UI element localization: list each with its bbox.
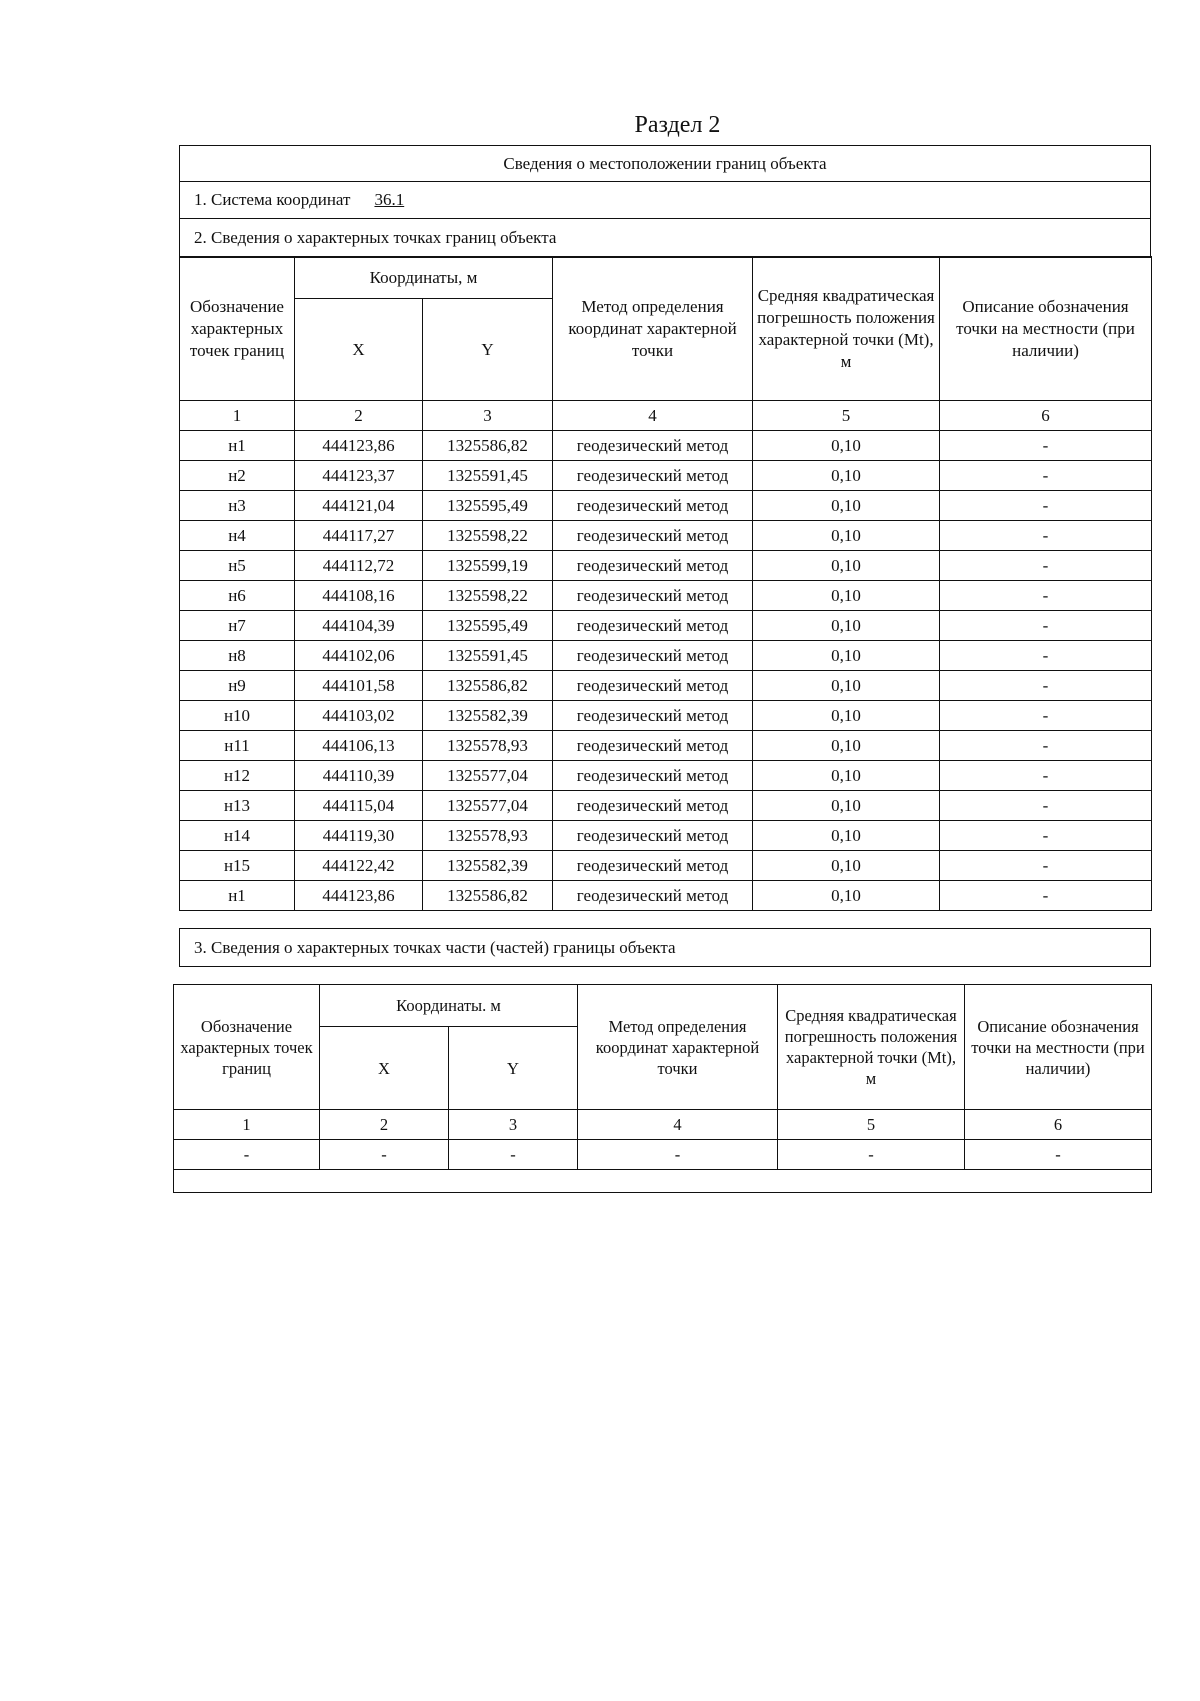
column-number: 1: [174, 1110, 320, 1140]
points-title-row: [180, 219, 1150, 256]
coord-y: 1325586,82: [423, 671, 553, 701]
table-row: [180, 821, 1152, 851]
parts-title-row: [179, 928, 1151, 967]
column-numbers-row-2: [174, 1110, 1152, 1140]
description: -: [940, 521, 1152, 551]
section-title: Раздел 2: [634, 112, 721, 138]
table-row: [180, 761, 1152, 791]
description: -: [940, 791, 1152, 821]
column-number: 3: [423, 401, 553, 431]
header-x: X: [295, 299, 423, 401]
column-number: 5: [778, 1110, 965, 1140]
method: геодезический метод: [553, 701, 753, 731]
description: -: [940, 491, 1152, 521]
description: -: [940, 761, 1152, 791]
header2-y: Y: [449, 1027, 578, 1110]
coord-x: -: [320, 1140, 449, 1170]
points-table: [179, 256, 1152, 911]
coord-x: 444108,16: [295, 581, 423, 611]
mt-error: 0,10: [753, 761, 940, 791]
header-y: Y: [423, 299, 553, 401]
point-id: н8: [180, 641, 295, 671]
point-id: н9: [180, 671, 295, 701]
point-id: н6: [180, 581, 295, 611]
point-id: н7: [180, 611, 295, 641]
header-designation: Обозначение характерных точек границ: [180, 257, 295, 401]
point-id: н15: [180, 851, 295, 881]
table-row: [180, 431, 1152, 461]
point-id: н3: [180, 491, 295, 521]
method: геодезический метод: [553, 881, 753, 911]
method: геодезический метод: [553, 761, 753, 791]
table-row: [180, 551, 1152, 581]
mt-error: 0,10: [753, 431, 940, 461]
mt-error: 0,10: [753, 641, 940, 671]
table-row: [180, 611, 1152, 641]
coord-x: 444117,27: [295, 521, 423, 551]
header2-error: Средняя квадратическая погрешность положения характерной точки (Mt), м: [778, 985, 965, 1110]
point-id: н12: [180, 761, 295, 791]
header2-coords: Координаты. м: [320, 985, 578, 1027]
table-row: [180, 881, 1152, 911]
coord-x: 444106,13: [295, 731, 423, 761]
coord-x: 444123,86: [295, 881, 423, 911]
header2-designation: Обозначение характерных точек границ: [174, 985, 320, 1110]
empty-cell: [174, 1170, 1152, 1193]
description: -: [965, 1140, 1152, 1170]
mt-error: 0,10: [753, 581, 940, 611]
description: -: [940, 881, 1152, 911]
method: геодезический метод: [553, 791, 753, 821]
table-row: [180, 671, 1152, 701]
coord-y: -: [449, 1140, 578, 1170]
point-id: н1: [180, 881, 295, 911]
header-frame: [179, 145, 1151, 258]
mt-error: 0,10: [753, 731, 940, 761]
points-title: 2. Сведения о характерных точках границ объекта: [194, 227, 557, 247]
description: -: [940, 731, 1152, 761]
method: геодезический метод: [553, 551, 753, 581]
mt-error: 0,10: [753, 671, 940, 701]
header2-x: X: [320, 1027, 449, 1110]
coord-x: 444123,37: [295, 461, 423, 491]
table-row: [180, 731, 1152, 761]
point-id: н11: [180, 731, 295, 761]
coord-y: 1325598,22: [423, 581, 553, 611]
point-id: н10: [180, 701, 295, 731]
column-number: 4: [578, 1110, 778, 1140]
coord-y: 1325577,04: [423, 761, 553, 791]
mt-error: 0,10: [753, 491, 940, 521]
mt-error: 0,10: [753, 521, 940, 551]
description: -: [940, 641, 1152, 671]
mt-error: 0,10: [753, 701, 940, 731]
table-row: [180, 791, 1152, 821]
description: -: [940, 821, 1152, 851]
column-number: 3: [449, 1110, 578, 1140]
coord-x: 444112,72: [295, 551, 423, 581]
column-number: 6: [965, 1110, 1152, 1140]
coord-x: 444103,02: [295, 701, 423, 731]
coord-y: 1325591,45: [423, 641, 553, 671]
description: -: [940, 551, 1152, 581]
table-row: [174, 1140, 1152, 1170]
coord-y: 1325586,82: [423, 881, 553, 911]
column-number: 4: [553, 401, 753, 431]
block-title-text: Сведения о местоположении границ объекта: [503, 153, 827, 173]
coord-system-value: 36.1: [374, 190, 405, 209]
coord-y: 1325595,49: [423, 611, 553, 641]
mt-error: 0,10: [753, 851, 940, 881]
method: геодезический метод: [553, 491, 753, 521]
description: -: [940, 581, 1152, 611]
header-description: Описание обозначения точки на местности (при наличии): [940, 257, 1152, 401]
column-number: 6: [940, 401, 1152, 431]
coord-x: 444101,58: [295, 671, 423, 701]
method: геодезический метод: [553, 731, 753, 761]
mt-error: 0,10: [753, 461, 940, 491]
table-row: [180, 461, 1152, 491]
coord-x: 444115,04: [295, 791, 423, 821]
header-method: Метод определения координат характерной точки: [553, 257, 753, 401]
parts-table: [173, 984, 1152, 1193]
point-id: н14: [180, 821, 295, 851]
method: геодезический метод: [553, 521, 753, 551]
coord-x: 444104,39: [295, 611, 423, 641]
coord-x: 444110,39: [295, 761, 423, 791]
header2-method: Метод определения координат характерной точки: [578, 985, 778, 1110]
column-number: 2: [295, 401, 423, 431]
point-id: н4: [180, 521, 295, 551]
method: геодезический метод: [553, 581, 753, 611]
coord-y: 1325599,19: [423, 551, 553, 581]
table-row: [180, 521, 1152, 551]
point-id: н5: [180, 551, 295, 581]
coord-system-label: 1. Система координат: [194, 190, 351, 209]
table-row: [180, 641, 1152, 671]
coord-y: 1325591,45: [423, 461, 553, 491]
coord-y: 1325582,39: [423, 851, 553, 881]
coord-y: 1325595,49: [423, 491, 553, 521]
table-row: [180, 581, 1152, 611]
method: геодезический метод: [553, 821, 753, 851]
coord-system-row: [180, 182, 1150, 219]
table-row: [180, 491, 1152, 521]
coord-y: 1325586,82: [423, 431, 553, 461]
description: -: [940, 851, 1152, 881]
description: -: [940, 431, 1152, 461]
point-id: н2: [180, 461, 295, 491]
coord-y: 1325578,93: [423, 821, 553, 851]
coord-x: 444122,42: [295, 851, 423, 881]
parts-title: 3. Сведения о характерных точках части (частей) границы объекта: [194, 937, 676, 957]
coord-x: 444123,86: [295, 431, 423, 461]
method: геодезический метод: [553, 461, 753, 491]
header2-description: Описание обозначения точки на местности (при наличии): [965, 985, 1152, 1110]
mt-error: 0,10: [753, 551, 940, 581]
empty-row: [174, 1170, 1152, 1193]
coord-y: 1325578,93: [423, 731, 553, 761]
header-error: Средняя квадратическая погрешность положения характерной точки (Mt), м: [753, 257, 940, 401]
method: геодезический метод: [553, 611, 753, 641]
coord-x: 444119,30: [295, 821, 423, 851]
point-id: н1: [180, 431, 295, 461]
description: -: [940, 701, 1152, 731]
description: -: [940, 611, 1152, 641]
method: геодезический метод: [553, 671, 753, 701]
point-id: н13: [180, 791, 295, 821]
table-row: [180, 851, 1152, 881]
coord-y: 1325598,22: [423, 521, 553, 551]
method: геодезический метод: [553, 851, 753, 881]
method: геодезический метод: [553, 431, 753, 461]
coord-x: 444121,04: [295, 491, 423, 521]
point-id: -: [174, 1140, 320, 1170]
mt-error: 0,10: [753, 821, 940, 851]
coord-y: 1325577,04: [423, 791, 553, 821]
column-number: 2: [320, 1110, 449, 1140]
description: -: [940, 671, 1152, 701]
table-row: [180, 701, 1152, 731]
description: -: [940, 461, 1152, 491]
mt-error: 0,10: [753, 611, 940, 641]
header-coords: Координаты, м: [295, 257, 553, 299]
block-title: [180, 146, 1150, 182]
column-number: 1: [180, 401, 295, 431]
column-numbers-row: [180, 401, 1152, 431]
mt-error: 0,10: [753, 881, 940, 911]
coord-x: 444102,06: [295, 641, 423, 671]
method: геодезический метод: [553, 641, 753, 671]
mt-error: -: [778, 1140, 965, 1170]
method: -: [578, 1140, 778, 1170]
mt-error: 0,10: [753, 791, 940, 821]
column-number: 5: [753, 401, 940, 431]
coord-y: 1325582,39: [423, 701, 553, 731]
